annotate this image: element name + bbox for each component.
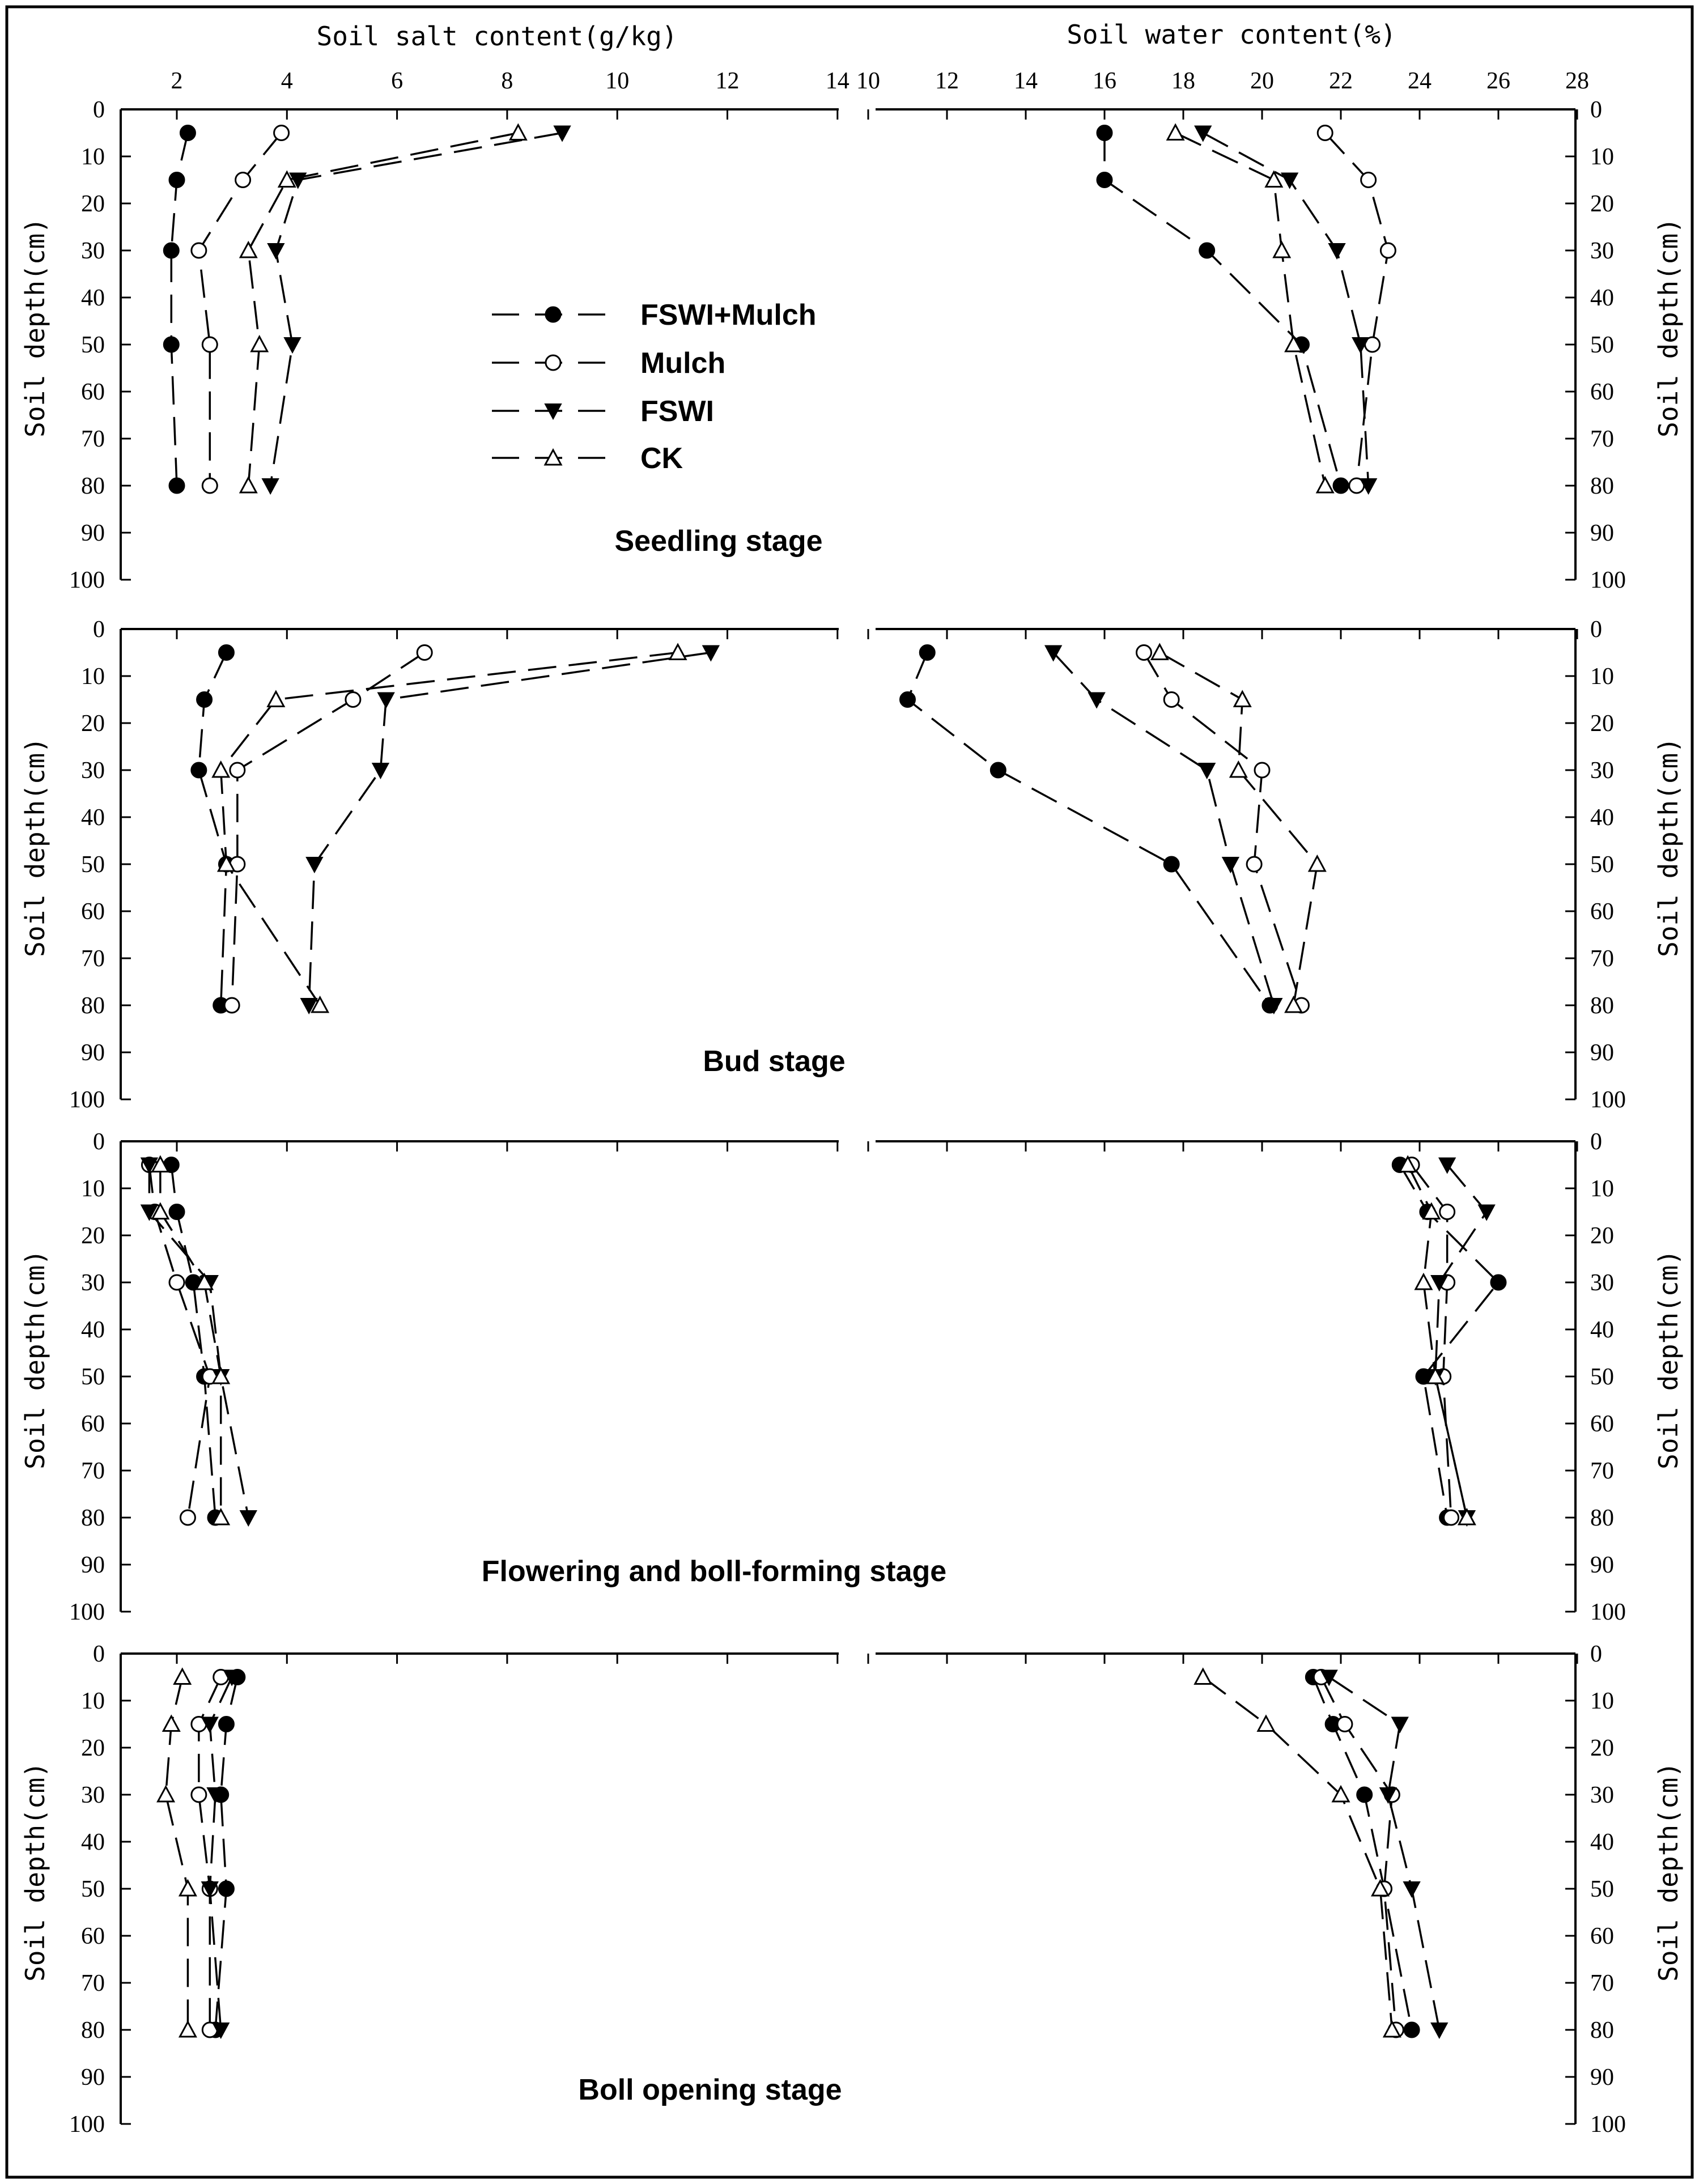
left-depth-tick-label: 50: [81, 1876, 105, 1902]
left-depth-tick-label: 100: [69, 567, 105, 593]
salt-point-fswi-mulch: [169, 1205, 184, 1220]
salt-point-mulch: [236, 173, 250, 188]
right-depth-tick-label: 100: [1590, 2111, 1626, 2138]
left-depth-tick-label: 30: [81, 758, 105, 784]
right-depth-tick-label: 10: [1590, 1688, 1614, 1714]
salt-point-fswi-mulch: [169, 478, 184, 493]
legend-label: FSWI: [640, 395, 714, 428]
left-depth-tick-label: 80: [81, 993, 105, 1019]
water-point-fswi-mulch: [1404, 2022, 1419, 2037]
water-axis-title: Soil water content(%): [1067, 19, 1396, 50]
right-depth-tick-label: 90: [1590, 1552, 1614, 1578]
left-depth-tick-label: 50: [81, 332, 105, 358]
water-point-mulch: [1137, 645, 1152, 660]
water-tick-label: 14: [1014, 68, 1038, 94]
left-depth-tick-label: 60: [81, 379, 105, 405]
right-depth-tick-label: 40: [1590, 1829, 1614, 1855]
left-depth-tick-label: 30: [81, 1782, 105, 1808]
water-point-mulch: [1361, 173, 1376, 188]
left-depth-tick-label: 30: [81, 1270, 105, 1296]
left-depth-tick-label: 40: [81, 1829, 105, 1855]
salt-tick-label: 4: [281, 68, 293, 94]
left-depth-tick-label: 80: [81, 473, 105, 499]
salt-point-fswi-mulch: [219, 645, 233, 660]
left-depth-tick-label: 20: [81, 191, 105, 217]
stage-label: Bud stage: [703, 1045, 846, 1078]
water-point-mulch: [1247, 857, 1261, 872]
right-depth-tick-label: 90: [1590, 520, 1614, 546]
salt-point-fswi-mulch: [180, 126, 195, 141]
water-point-fswi-mulch: [1333, 478, 1348, 493]
water-point-mulch: [1318, 126, 1332, 141]
water-point-fswi-mulch: [1491, 1275, 1506, 1290]
left-depth-tick-label: 100: [69, 1087, 105, 1113]
salt-point-fswi-mulch: [219, 1717, 233, 1732]
right-depth-tick-label: 40: [1590, 1317, 1614, 1343]
right-depth-tick-label: 10: [1590, 1176, 1614, 1202]
water-tick-label: 22: [1329, 68, 1353, 94]
left-depth-tick-label: 10: [81, 144, 105, 170]
salt-point-mulch: [192, 1787, 206, 1802]
right-depth-tick-label: 40: [1590, 285, 1614, 311]
left-depth-tick-label: 90: [81, 1040, 105, 1066]
water-tick-label: 20: [1250, 68, 1274, 94]
left-depth-tick-label: 40: [81, 285, 105, 311]
water-point-fswi-mulch: [991, 763, 1005, 777]
right-depth-tick-label: 80: [1590, 993, 1614, 1019]
salt-point-mulch: [202, 478, 217, 493]
salt-point-mulch: [180, 1510, 195, 1525]
water-tick-label: 28: [1565, 68, 1589, 94]
left-depth-tick-label: 20: [81, 711, 105, 737]
left-depth-tick-label: 90: [81, 520, 105, 546]
left-depth-tick-label: 100: [69, 2111, 105, 2138]
water-tick-label: 12: [935, 68, 959, 94]
left-depth-tick-label: 10: [81, 1176, 105, 1202]
left-depth-tick-label: 10: [81, 1688, 105, 1714]
water-tick-label: 16: [1093, 68, 1116, 94]
salt-tick-label: 8: [501, 68, 513, 94]
right-depth-tick-label: 70: [1590, 1970, 1614, 1996]
water-point-fswi-mulch: [1097, 126, 1112, 141]
left-depth-tick-label: 20: [81, 1735, 105, 1761]
salt-point-mulch: [202, 337, 217, 352]
right-depth-tick-label: 70: [1590, 1458, 1614, 1484]
water-point-fswi-mulch: [901, 692, 915, 707]
salt-point-mulch: [169, 1275, 184, 1290]
right-depth-tick-label: 60: [1590, 899, 1614, 925]
water-point-mulch: [1255, 763, 1269, 777]
figure-border: [7, 7, 1692, 2177]
left-depth-tick-label: 80: [81, 2017, 105, 2043]
left-depth-axis-title: Soil depth(cm): [20, 1250, 50, 1469]
water-tick-label: 24: [1408, 68, 1432, 94]
left-depth-tick-label: 70: [81, 426, 105, 452]
right-depth-tick-label: 30: [1590, 1270, 1614, 1296]
water-tick-label: 10: [856, 68, 880, 94]
left-depth-tick-label: 40: [81, 1317, 105, 1343]
right-depth-tick-label: 60: [1590, 1923, 1614, 1949]
right-depth-axis-title: Soil depth(cm): [1653, 1250, 1684, 1469]
left-depth-tick-label: 60: [81, 899, 105, 925]
right-depth-tick-label: 0: [1590, 617, 1602, 643]
salt-tick-label: 6: [391, 68, 403, 94]
legend-marker: [546, 355, 560, 370]
water-point-fswi-mulch: [1097, 173, 1112, 188]
water-tick-label: 18: [1171, 68, 1195, 94]
salt-point-mulch: [192, 243, 206, 258]
right-depth-axis-title: Soil depth(cm): [1653, 737, 1684, 957]
right-depth-tick-label: 40: [1590, 805, 1614, 831]
right-depth-tick-label: 20: [1590, 711, 1614, 737]
right-depth-tick-label: 0: [1590, 1641, 1602, 1667]
left-depth-tick-label: 0: [93, 617, 105, 643]
water-point-fswi-mulch: [920, 645, 935, 660]
stage-label: Flowering and boll-forming stage: [481, 1555, 947, 1588]
right-depth-tick-label: 70: [1590, 426, 1614, 452]
right-depth-tick-label: 20: [1590, 191, 1614, 217]
right-depth-tick-label: 90: [1590, 2064, 1614, 2090]
left-depth-tick-label: 90: [81, 1552, 105, 1578]
right-depth-tick-label: 20: [1590, 1735, 1614, 1761]
salt-tick-label: 10: [605, 68, 630, 94]
right-depth-tick-label: 30: [1590, 758, 1614, 784]
right-depth-axis-title: Soil depth(cm): [1653, 218, 1684, 437]
salt-tick-label: 12: [715, 68, 740, 94]
left-depth-tick-label: 80: [81, 1505, 105, 1531]
right-depth-tick-label: 30: [1590, 238, 1614, 264]
legend-marker: [546, 307, 560, 322]
right-depth-tick-label: 50: [1590, 332, 1614, 358]
water-tick-label: 26: [1486, 68, 1510, 94]
right-depth-tick-label: 80: [1590, 1505, 1614, 1531]
legend-label: CK: [640, 442, 683, 475]
legend-label: Mulch: [640, 347, 726, 380]
left-depth-axis-title: Soil depth(cm): [20, 1762, 50, 1982]
left-depth-tick-label: 70: [81, 1970, 105, 1996]
salt-axis-title: Soil salt content(g/kg): [316, 21, 678, 52]
right-depth-tick-label: 10: [1590, 144, 1614, 170]
right-depth-tick-label: 100: [1590, 1599, 1626, 1625]
water-point-mulch: [1440, 1205, 1455, 1220]
right-depth-tick-label: 50: [1590, 1876, 1614, 1902]
salt-point-mulch: [346, 692, 360, 707]
left-depth-axis-title: Soil depth(cm): [20, 218, 50, 437]
salt-point-fswi-mulch: [219, 1881, 233, 1896]
right-depth-axis-title: Soil depth(cm): [1653, 1762, 1684, 1982]
salt-point-fswi-mulch: [164, 243, 179, 258]
salt-point-fswi-mulch: [192, 763, 206, 777]
water-point-mulch: [1337, 1717, 1352, 1732]
right-depth-tick-label: 50: [1590, 852, 1614, 878]
left-depth-tick-label: 20: [81, 1223, 105, 1249]
left-depth-tick-label: 0: [93, 1129, 105, 1155]
salt-point-fswi-mulch: [197, 692, 212, 707]
right-depth-tick-label: 50: [1590, 1364, 1614, 1390]
right-depth-tick-label: 20: [1590, 1223, 1614, 1249]
left-depth-tick-label: 30: [81, 238, 105, 264]
water-point-fswi-mulch: [1200, 243, 1214, 258]
right-depth-tick-label: 30: [1590, 1782, 1614, 1808]
left-depth-tick-label: 50: [81, 852, 105, 878]
right-depth-tick-label: 90: [1590, 1040, 1614, 1066]
salt-point-mulch: [274, 126, 289, 141]
right-depth-tick-label: 10: [1590, 664, 1614, 690]
stage-label: Seedling stage: [614, 525, 823, 558]
salt-tick-label: 14: [825, 68, 850, 94]
water-point-fswi-mulch: [1357, 1787, 1372, 1802]
right-depth-tick-label: 70: [1590, 946, 1614, 972]
stage-label: Boll opening stage: [578, 2073, 842, 2106]
right-depth-tick-label: 80: [1590, 473, 1614, 499]
water-point-fswi-mulch: [1164, 857, 1179, 872]
legend-label: FSWI+Mulch: [640, 299, 817, 332]
left-depth-tick-label: 70: [81, 1458, 105, 1484]
right-depth-tick-label: 60: [1590, 379, 1614, 405]
left-depth-tick-label: 0: [93, 97, 105, 123]
salt-point-mulch: [417, 645, 432, 660]
left-depth-tick-label: 90: [81, 2064, 105, 2090]
right-depth-tick-label: 80: [1590, 2017, 1614, 2043]
right-depth-tick-label: 100: [1590, 1087, 1626, 1113]
right-depth-tick-label: 0: [1590, 1129, 1602, 1155]
right-depth-tick-label: 0: [1590, 97, 1602, 123]
right-depth-tick-label: 100: [1590, 567, 1626, 593]
left-depth-tick-label: 60: [81, 1923, 105, 1949]
left-depth-tick-label: 10: [81, 664, 105, 690]
left-depth-tick-label: 40: [81, 805, 105, 831]
salt-point-fswi-mulch: [169, 173, 184, 188]
left-depth-tick-label: 0: [93, 1641, 105, 1667]
left-depth-axis-title: Soil depth(cm): [20, 737, 50, 957]
left-depth-tick-label: 50: [81, 1364, 105, 1390]
left-depth-tick-label: 70: [81, 946, 105, 972]
salt-tick-label: 2: [171, 68, 183, 94]
water-point-mulch: [1444, 1510, 1459, 1525]
right-depth-tick-label: 60: [1590, 1411, 1614, 1437]
salt-point-fswi-mulch: [164, 337, 179, 352]
water-point-mulch: [1164, 692, 1179, 707]
water-point-mulch: [1381, 243, 1395, 258]
salt-point-mulch: [224, 998, 239, 1013]
salt-point-mulch: [230, 763, 245, 777]
left-depth-tick-label: 60: [81, 1411, 105, 1437]
left-depth-tick-label: 100: [69, 1599, 105, 1625]
